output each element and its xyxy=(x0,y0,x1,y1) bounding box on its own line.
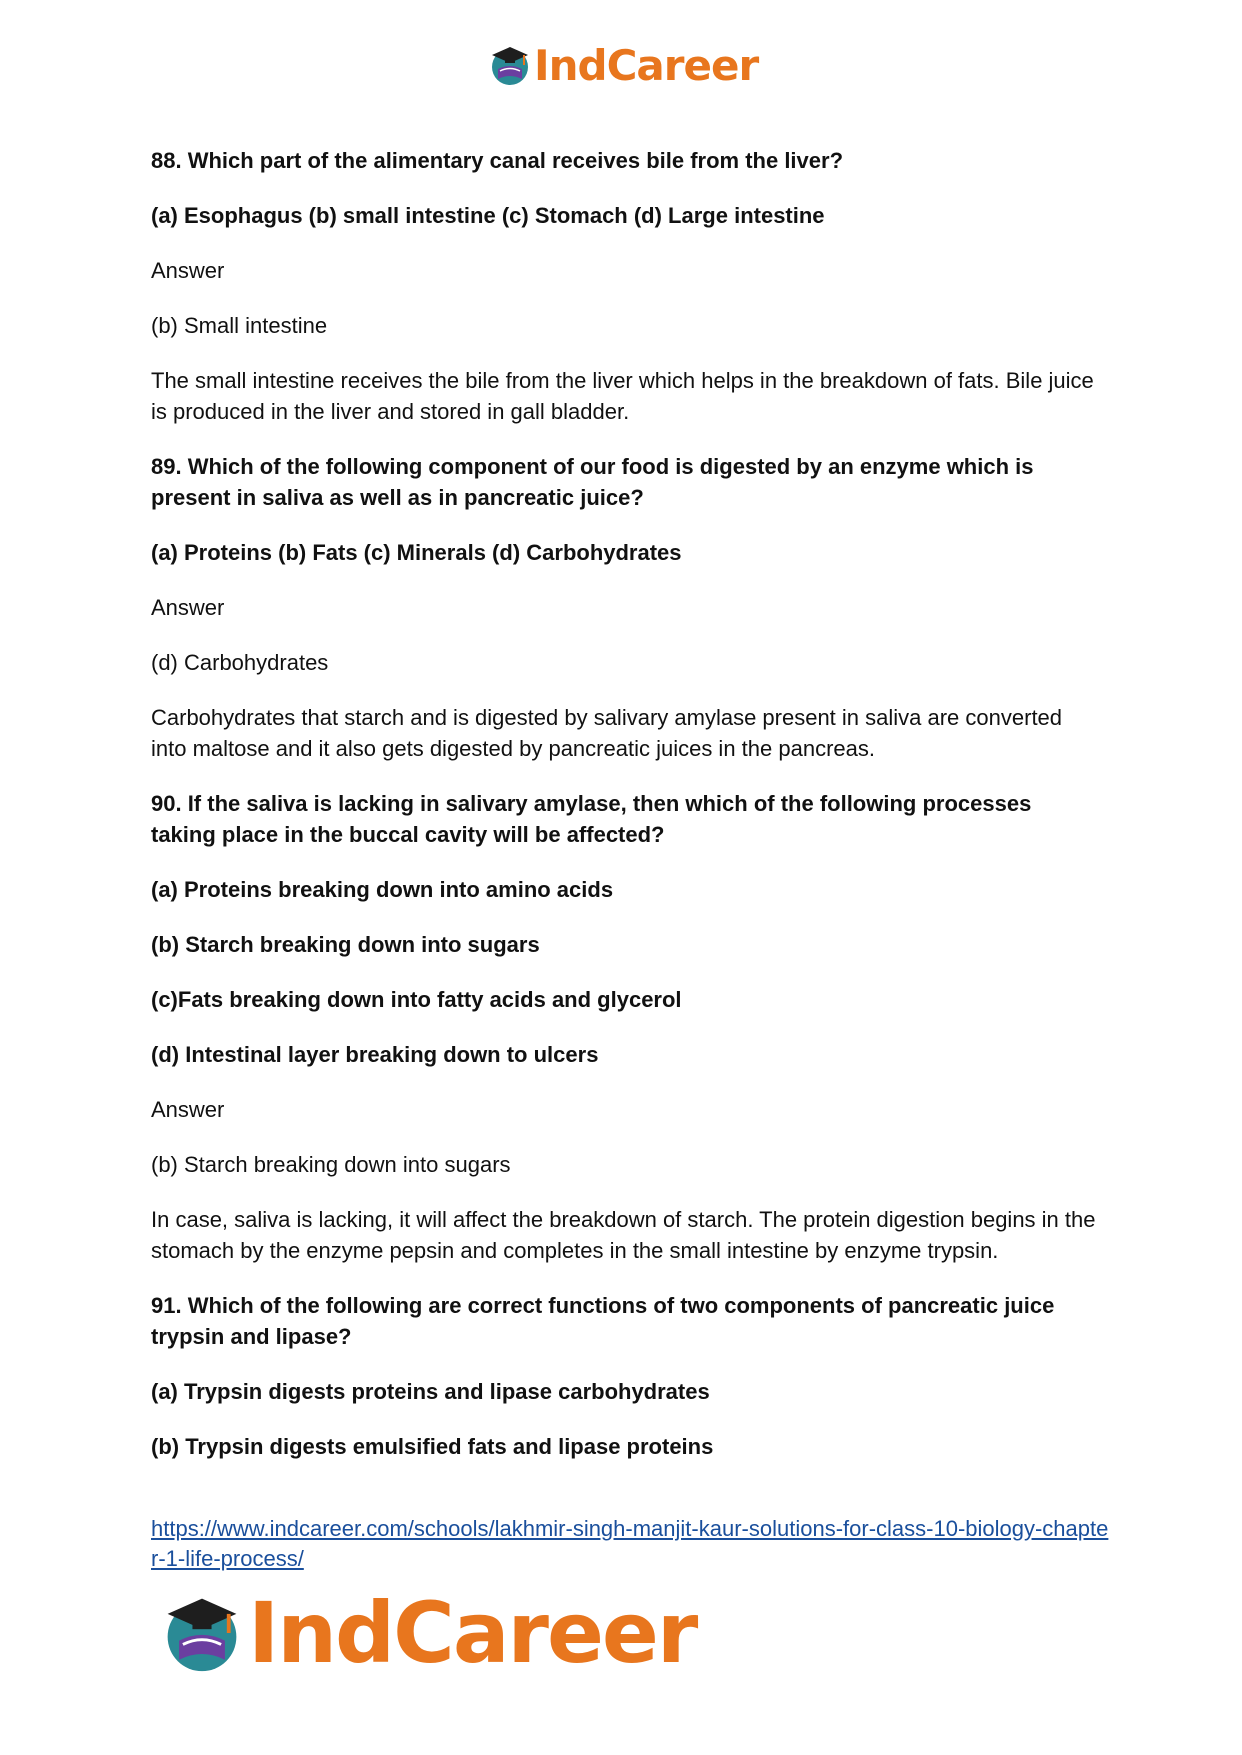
question-text: (d) Intestinal layer breaking down to ulcers xyxy=(151,1042,599,1067)
document-body xyxy=(151,145,1101,1486)
question-text: (a) Proteins (b) Fats (c) Minerals (d) Carbohydrates xyxy=(151,540,682,565)
graduation-cap-book-icon xyxy=(160,1591,244,1675)
answer-text: The small intestine receives the bile from the liver which helps in the breakdown of fats. Bile juice is produced in the liver and stored in gall bladder. xyxy=(151,368,1094,424)
question-text: 91. Which of the following are correct functions of two components of pancreatic juice trypsin and lipase? xyxy=(151,1293,1055,1349)
footer-logo xyxy=(160,1585,696,1680)
footer-logo-text: IndCareer xyxy=(248,1583,697,1682)
answer-text: (b) Small intestine xyxy=(151,313,328,338)
answer-text: Answer xyxy=(151,258,225,283)
question-text: 89. Which of the following component of our food is digested by an enzyme which is present in saliva as well as in pancreatic juice? xyxy=(151,454,1034,510)
source-link[interactable]: https://www.indcareer.com/schools/lakhmir-singh-manjit-kaur-solutions-for-class-10-biology-chapter-1-life-process/ xyxy=(151,1516,1109,1571)
answer-text: (b) Starch breaking down into sugars xyxy=(151,1152,511,1177)
question-text: (c)Fats breaking down into fatty acids and glycerol xyxy=(151,987,682,1012)
question-text: (b) Trypsin digests emulsified fats and lipase proteins xyxy=(151,1434,714,1459)
answer-text: (d) Carbohydrates xyxy=(151,650,329,675)
header-logo xyxy=(488,40,758,90)
question-text: (a) Esophagus (b) small intestine (c) Stomach (d) Large intestine xyxy=(151,203,825,228)
answer-text: Answer xyxy=(151,595,225,620)
answer-text: Answer xyxy=(151,1097,225,1122)
question-text: (a) Proteins breaking down into amino acids xyxy=(151,877,614,902)
question-text: 88. Which part of the alimentary canal receives bile from the liver? xyxy=(151,148,844,173)
question-text: 90. If the saliva is lacking in salivary amylase, then which of the following processes taking place in the buccal cavity will be affected? xyxy=(151,791,1032,847)
graduation-cap-book-icon xyxy=(488,43,532,87)
question-text: (a) Trypsin digests proteins and lipase carbohydrates xyxy=(151,1379,710,1404)
header-logo-text: IndCareer xyxy=(534,40,759,90)
answer-text: Carbohydrates that starch and is digested by salivary amylase present in saliva are converted into maltose and it also gets digested by pancreatic juices in the pancreas. xyxy=(151,705,1063,761)
answer-text: In case, saliva is lacking, it will affect the breakdown of starch. The protein digestion begins in the stomach by the enzyme pepsin and completes in the small intestine by enzyme trypsin. xyxy=(151,1207,1096,1263)
question-text: (b) Starch breaking down into sugars xyxy=(151,932,540,957)
